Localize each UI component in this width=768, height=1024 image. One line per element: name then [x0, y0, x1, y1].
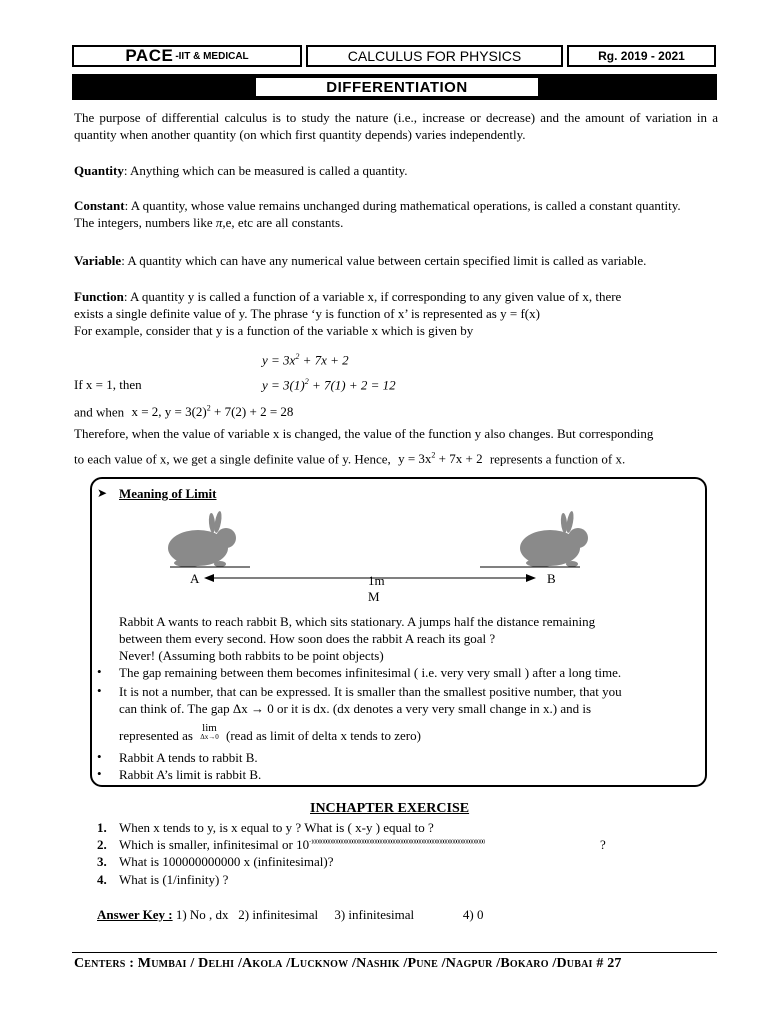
quantity-term: Quantity [74, 163, 124, 178]
function-term: Function [74, 289, 124, 304]
story-line1: Rabbit A wants to reach rabbit B, which sits stationary. A jumps half the distance remaining [119, 614, 596, 629]
equation-2: $y = 3(1)^2 + 7(1) + 2 = 12$ [262, 377, 396, 393]
bullet4-text: Rabbit A’s limit is rabbit B. [119, 767, 262, 782]
quantity-definition [74, 162, 718, 179]
function-text: : A quantity y is called a function of a variable x, if corresponding to any given value of x, there [123, 289, 622, 304]
bullet-icon: • [97, 683, 102, 698]
exercise-heading: INCHAPTER EXERCISE [310, 801, 470, 816]
logo-sub: -IIT & MEDICAL [175, 50, 249, 62]
constant-text: : A quantity, whose value remains unchanged during mathematical operations, is called a constant quantity. [124, 198, 681, 213]
answer-label: Answer Key : [97, 907, 173, 922]
arrow-left-head [204, 574, 214, 582]
exercise-number: 1. [97, 820, 107, 835]
exercise-number: 4. [97, 872, 107, 887]
variable-definition [74, 252, 718, 269]
bullet2a-text: It is not a number, that can be expressed. It is smaller than the smallest positive number, that you [119, 684, 622, 699]
conclusion-line1: Therefore, when the value of variable x is changed, the value of the function y also changes. But corresponding [74, 426, 654, 441]
conclusion-line2 [74, 447, 718, 467]
footer-divider [72, 952, 717, 953]
constant-term: Constant [74, 198, 125, 213]
page-title: DIFFERENTIATION [256, 78, 538, 96]
limit-heading: Meaning of Limit [119, 486, 217, 501]
constant-definition [74, 197, 718, 231]
exercise-question: What is 100000000000 x (infinitesimal)? [119, 854, 334, 869]
bullet2c-pre: represented as [119, 728, 193, 743]
pi-symbol: π [215, 215, 223, 230]
q2-exponent: -1000000000000000000000000000000000000000000000000000000000000000000 [309, 839, 485, 846]
and-when-label: and when [74, 404, 125, 420]
answers-text: 1) No , dx 2) infinitesimal 3) infinitesimal 4) 0 [175, 907, 484, 922]
function-example: For example, consider that y is a function of the variable x which is given by [74, 323, 474, 338]
bullet-icon: • [97, 749, 102, 764]
arrow-bullet-icon: ➤ [97, 486, 108, 500]
lim-bottom: Δx→0 [200, 733, 219, 742]
lim-top: lim [202, 722, 217, 735]
exercise-question: What is (1/infinity) ? [119, 872, 229, 887]
equation-1: $y = 3x^2 + 7x + 2$ [262, 352, 349, 368]
intro-paragraph: The purpose of differential calculus is to study the nature (i.e., increase or decrease) and the amount of variation in a quantity when another quantity (on which first quantity depends) varies independently. [74, 110, 718, 142]
exercise-question [119, 837, 619, 853]
function-notation: y = f(x) [500, 306, 540, 321]
conclusion-text2: to each value of x, we get a single definite value of y. Hence, [74, 451, 391, 467]
footer-centers: Centers : Mumbai / Delhi /Akola /Lucknow /Nashik /Pune /Nagpur /Bokaro /Dubai [74, 956, 593, 971]
constant-text2: The integers, numbers like [74, 215, 213, 230]
exercise-question: When x tends to y, is x equal to y ? What is ( x-y ) equal to ? [119, 820, 434, 835]
conclusion-text3: represents a function of x. [489, 451, 626, 467]
variable-text: : A quantity which can have any numerical value between certain specified limit is called as variable. [121, 253, 647, 268]
bullet2c-post: (read as limit of delta x tends to zero) [226, 728, 421, 743]
constant-text3: ,e, etc are all constants. [222, 215, 344, 230]
q2-text: Which is smaller, infinitesimal or 10 [119, 837, 310, 852]
variable-term: Variable [74, 253, 122, 268]
bullet2c-line [119, 722, 689, 746]
bullet-icon: • [97, 766, 102, 781]
rabbit-b-icon [520, 511, 588, 567]
exercise-number: 2. [97, 837, 107, 852]
bullet2b-text: can think of. The gap Δx → 0 or it is dx. (dx denotes a very very small change in x.) and is [119, 701, 592, 716]
bullet-icon: • [97, 664, 102, 679]
page-number: # 27 [596, 956, 622, 971]
limit-notation [200, 724, 219, 742]
story-line3: Never! (Assuming both rabbits to be point objects) [119, 648, 384, 663]
bullet1-text: The gap remaining between them becomes infinitesimal ( i.e. very very small ) after a long time. [119, 665, 622, 680]
course-title: CALCULUS FOR PHYSICS [306, 45, 563, 67]
if-label: If x = 1, then [74, 377, 142, 392]
exercise-number: 3. [97, 854, 107, 869]
distance-label: 1m [368, 573, 385, 588]
arrow-right-head [526, 574, 536, 582]
answer-key [97, 907, 483, 923]
q2-tail: ? [600, 837, 606, 852]
function-definition [74, 288, 718, 339]
batch-label: Rg. 2019 - 2021 [567, 45, 716, 67]
quantity-text: : Anything which can be measured is called a quantity. [123, 163, 408, 178]
midpoint-label: M [368, 589, 380, 604]
rabbit-a-icon [168, 511, 236, 567]
story-line2: between them every second. How soon does the rabbit A reach its goal ? [119, 631, 496, 646]
equation-4: $y = 3x^2 + 7x + 2$ [398, 451, 483, 467]
label-b: B [547, 571, 556, 586]
bullet3-text: Rabbit A tends to rabbit B. [119, 750, 258, 765]
footer [74, 956, 719, 972]
equation-3: x = 2, $y = 3(2)^2 + 7(2) + 2 = 28$ [131, 404, 294, 420]
label-a: A [190, 571, 200, 586]
logo-main: PACE [125, 46, 174, 65]
and-when-line [74, 404, 293, 420]
logo [72, 45, 302, 67]
function-line2: exists a single definite value of y. The phrase ‘y is function of x’ is represented as [74, 306, 497, 321]
